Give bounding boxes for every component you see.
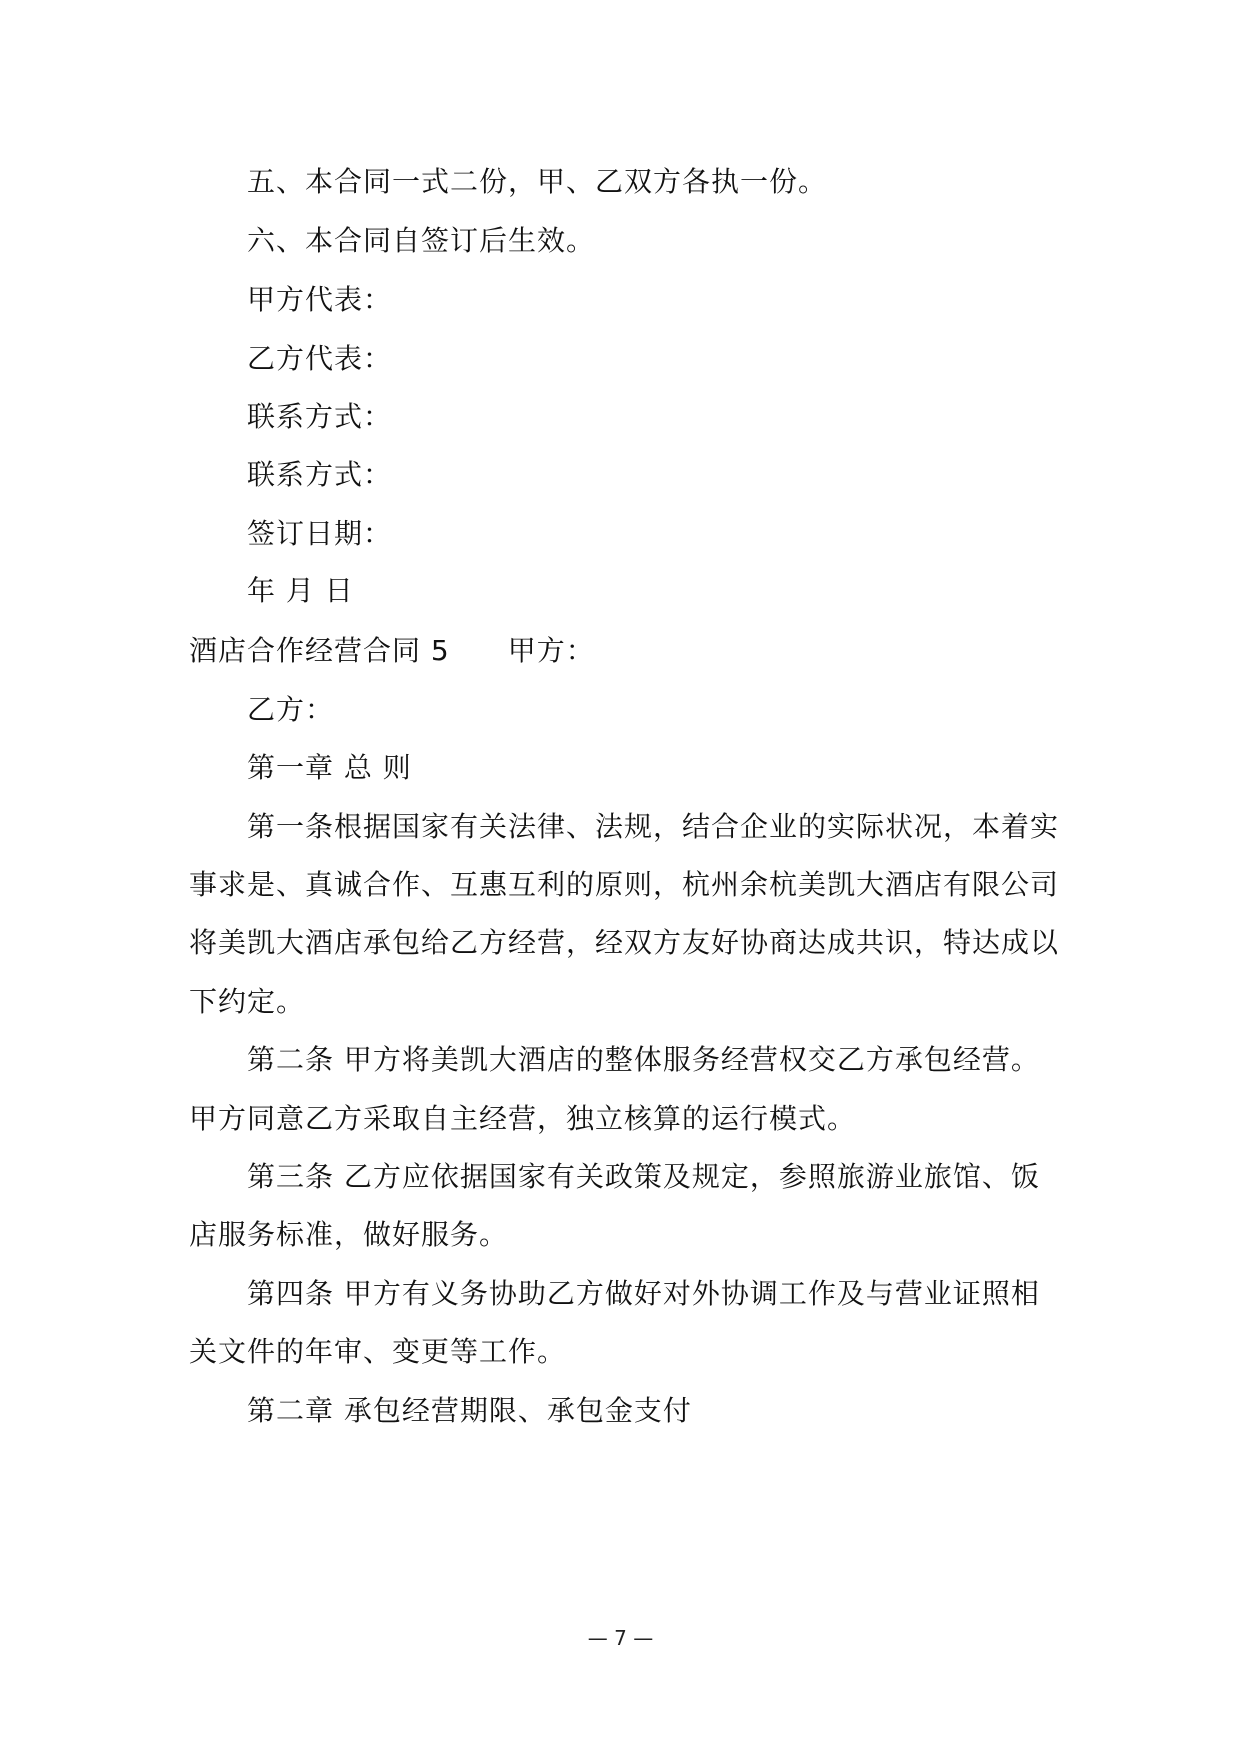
article-one-line-3: 将美凯大酒店承包给乙方经营，经双方友好协商达成共识，特达成以 xyxy=(189,926,1060,959)
party-b-representative: 乙方代表： xyxy=(247,342,393,375)
contract-heading xyxy=(189,631,595,671)
contact-info-b: 联系方式： xyxy=(247,458,393,491)
article-three-line-2: 店服务标准，做好服务。 xyxy=(189,1218,509,1251)
article-four-line-2: 关文件的年审、变更等工作。 xyxy=(189,1335,567,1368)
clause-six: 六、本合同自签订后生效。 xyxy=(247,224,596,257)
date-placeholder: 年 月 日 xyxy=(247,574,354,607)
article-one-line-4: 下约定。 xyxy=(189,985,306,1018)
article-two-line-2: 甲方同意乙方采取自主经营，独立核算的运行模式。 xyxy=(189,1102,857,1135)
clause-five: 五、本合同一式二份，甲、乙双方各执一份。 xyxy=(247,165,828,198)
chapter-one-heading: 第一章 总 则 xyxy=(247,751,412,784)
article-one-line-2: 事求是、真诚合作、互惠互利的原则，杭州余杭美凯大酒店有限公司 xyxy=(189,868,1060,901)
page-number: — 7 — xyxy=(587,1626,654,1650)
chapter-two-heading: 第二章 承包经营期限、承包金支付 xyxy=(247,1394,692,1427)
article-three-line-1: 第三条 乙方应依据国家有关政策及规定，参照旅游业旅馆、饭 xyxy=(247,1160,1040,1193)
article-one-line-1: 第一条根据国家有关法律、法规，结合企业的实际状况，本着实 xyxy=(247,810,1060,843)
contract-title: 酒店合作经营合同 5 xyxy=(189,634,450,667)
party-a-representative: 甲方代表： xyxy=(247,283,393,316)
signing-date: 签订日期： xyxy=(247,517,393,550)
contact-info-a: 联系方式： xyxy=(247,400,393,433)
article-four-line-1: 第四条 甲方有义务协助乙方做好对外协调工作及与营业证照相 xyxy=(247,1277,1040,1310)
party-b-label: 乙方： xyxy=(247,693,335,726)
article-two-line-1: 第二条 甲方将美凯大酒店的整体服务经营权交乙方承包经营。 xyxy=(247,1043,1040,1076)
party-a-label: 甲方： xyxy=(507,634,595,667)
